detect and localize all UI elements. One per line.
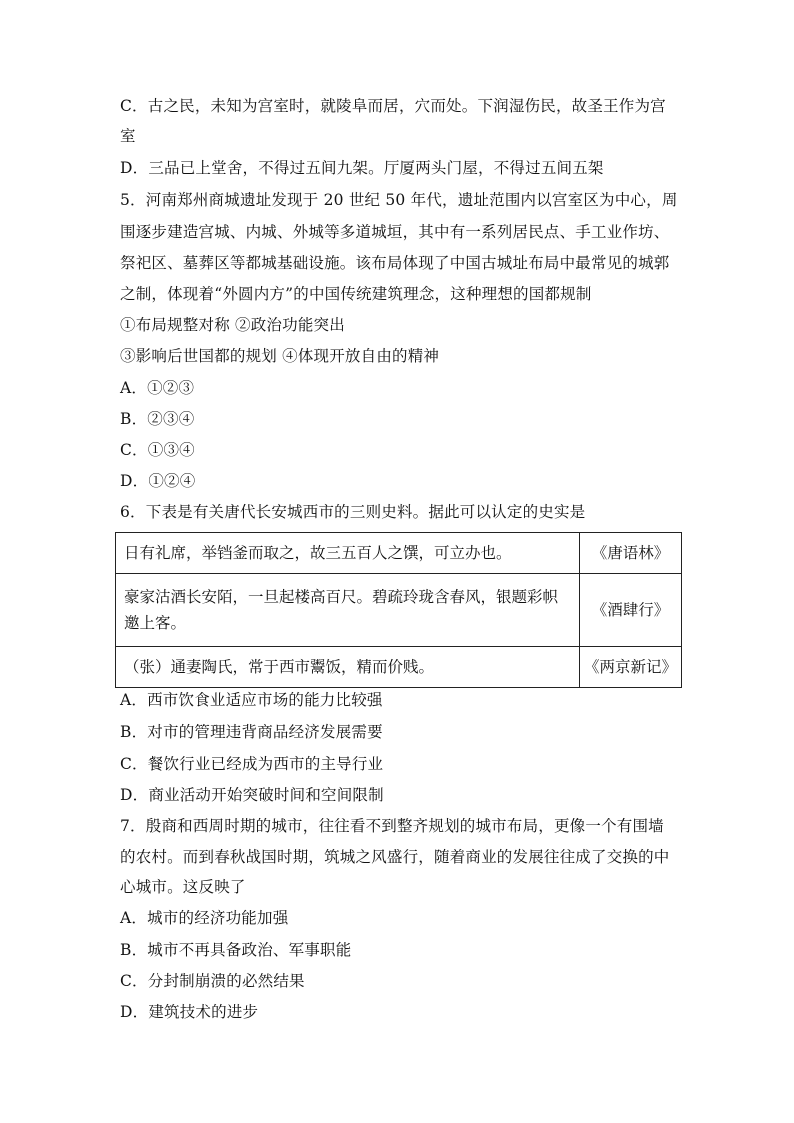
q6-stem: 6．下表是有关唐代长安城西市的三则史料。据此可以认定的史实是 [120, 503, 586, 521]
q6-option-b: B．对市的管理违背商品经济发展需要 [120, 723, 383, 741]
q7-stem-line2: 的农村。而到春秋战国时期，筑城之风盛行，随着商业的发展往往成了交换的中 [120, 848, 670, 866]
q5-option-b: B．②③④ [120, 410, 195, 428]
q4-option-c-line1: C．古之民，未知为宫室时，就陵阜而居，穴而处。下润湿伤民，故圣王作为宫 [120, 97, 666, 115]
q6-option-d: D．商业活动开始突破时间和空间限制 [120, 786, 384, 804]
table-cell-text: 日有礼席，举铛釜而取之，故三五百人之馔，可立办也。 [116, 533, 580, 574]
q5-stem-line4: 之制，体现着“外圆内方”的中国传统建筑理念，这种理想的国都规制 [120, 285, 592, 303]
q5-stem-line2: 围逐步建造宫城、内城、外城等多道城垣，其中有一系列居民点、手工业作坊、 [120, 223, 670, 241]
q5-items-line2: ③影响后世国都的规划 ④体现开放自由的精神 [120, 347, 440, 365]
q5-option-d: D．①②④ [120, 472, 196, 490]
q5-stem-line3: 祭祀区、墓葬区等都城基础设施。该布局体现了中国古城址布局中最常见的城郭 [120, 254, 670, 272]
q5-option-a: A．①②③ [120, 379, 195, 397]
q6-option-c: C．餐饮行业已经成为西市的主导行业 [120, 755, 384, 773]
q7-option-b: B．城市不再具备政治、军事职能 [120, 941, 352, 959]
table-cell-text: （张）通妻陶氏，常于西市鬻饭，精而价贱。 [116, 647, 580, 688]
q5-stem-line1: 5．河南郑州商城遗址发现于 20 世纪 50 年代，遗址范围内以宫室区为中心，周 [120, 191, 678, 209]
q7-option-a: A．城市的经济功能加强 [120, 909, 289, 927]
q7-option-c: C．分封制崩溃的必然结果 [120, 972, 305, 990]
table-row [116, 574, 682, 647]
table-cell-source: 《两京新记》 [579, 647, 681, 688]
table-cell-source: 《唐语林》 [579, 533, 681, 574]
q6-option-a: A．西市饮食业适应市场的能力比较强 [120, 691, 383, 709]
table-row [116, 647, 682, 688]
table-cell-source: 《酒肆行》 [579, 574, 681, 647]
table-cell-text: 豪家沽酒长安陌，一旦起楼高百尺。碧疏玲珑含春风，银题彩帜邀上客。 [116, 574, 580, 647]
q5-items-line1: ①布局规整对称 ②政治功能突出 [120, 316, 345, 334]
q4-option-c-line2: 室 [120, 127, 136, 145]
table-row [116, 533, 682, 574]
q7-stem-line3: 心城市。这反映了 [120, 878, 246, 896]
q6-source-table [115, 532, 682, 688]
q7-stem-line1: 7．殷商和西周时期的城市，往往看不到整齐规划的城市布局，更像一个有围墙 [120, 817, 664, 835]
q4-option-d: D．三品已上堂舍，不得过五间九架。厅厦两头门屋，不得过五间五架 [120, 159, 604, 177]
q7-option-d: D．建筑技术的进步 [120, 1003, 259, 1021]
q5-option-c: C．①③④ [120, 441, 195, 459]
